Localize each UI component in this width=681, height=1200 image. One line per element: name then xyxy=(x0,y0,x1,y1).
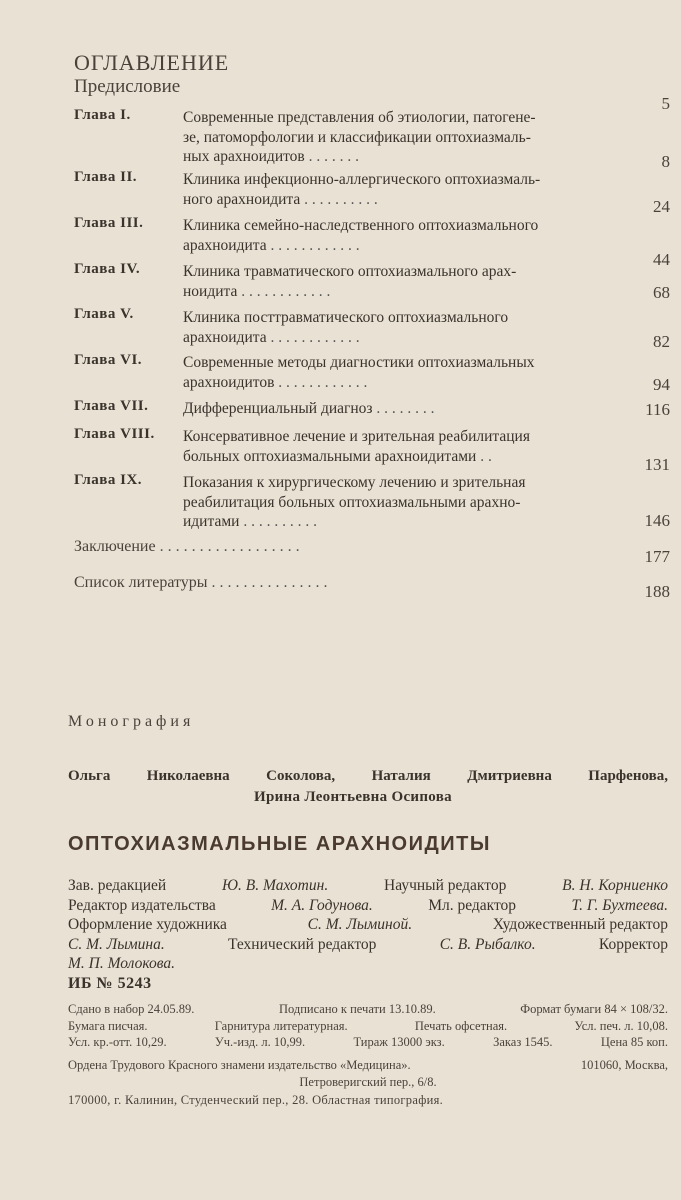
chapter-9-line: реабилитация больных оптохиазмальными арахно- xyxy=(183,493,521,511)
chapter-2-page: 24 xyxy=(653,197,670,216)
publisher-info xyxy=(68,1057,668,1090)
chapter-2-title xyxy=(183,170,615,209)
editorial-credits xyxy=(68,876,668,974)
chapter-7-line: Дифференциальный диагноз . . . . . . . . xyxy=(183,400,435,417)
chapter-9-label: Глава IX. xyxy=(74,472,143,488)
chapter-5-line: Клиника посттравматического оптохиазмального xyxy=(183,309,509,326)
publisher-line: Петроверигский пер., 6/8. xyxy=(299,1074,437,1089)
credits-line: Оформление художника С. М. Лыминой. Художественный редактор xyxy=(68,916,668,933)
chapter-2-line: ного арахноидита . . . . . . . . . . xyxy=(183,190,378,208)
book-title: ОПТОХИАЗМАЛЬНЫЕ АРАХНОИДИТЫ xyxy=(68,833,491,855)
chapter-8-label: Глава VIII. xyxy=(74,426,155,442)
toc-references: Список литературы . . . . . . . . . . . . . . . xyxy=(74,574,328,591)
chapter-1-line: Современные представления об этиологии, патогене- xyxy=(183,109,536,126)
toc-references-page: 188 xyxy=(644,582,670,601)
chapter-1-title xyxy=(183,108,615,167)
chapter-3-line: арахноидита . . . . . . . . . . . . xyxy=(183,236,360,254)
toc-title: ОГЛАВЛЕНИЕ xyxy=(74,50,230,75)
chapter-8-title xyxy=(183,427,615,466)
chapter-1-line: зе, патоморфологии и классификации оптохиазмаль- xyxy=(183,128,531,146)
print-details xyxy=(68,1001,668,1051)
chapter-6-line: арахноидитов . . . . . . . . . . . . xyxy=(183,373,368,391)
toc-conclusion-label: Заключение xyxy=(74,538,156,555)
print-line: Бумага писчая. Гарнитура литературная. Печать офсетная. Усл. печ. л. 10,08. xyxy=(68,1018,668,1033)
chapter-6-line: Современные методы диагностики оптохиазмальных xyxy=(183,354,535,371)
chapter-9-line: Показания к хирургическому лечению и зрительная xyxy=(183,474,526,491)
toc-preface-page: 5 xyxy=(661,94,670,113)
chapter-2-label: Глава II. xyxy=(74,169,138,185)
chapter-3-title xyxy=(183,216,615,255)
chapter-4-title xyxy=(183,262,615,301)
chapter-5-title xyxy=(183,308,615,347)
chapter-5-line: арахноидита . . . . . . . . . . . . xyxy=(183,328,360,346)
chapter-8-line: Консервативное лечение и зрительная реабилитация xyxy=(183,428,530,445)
chapter-1-page: 8 xyxy=(661,152,670,171)
chapter-5-label: Глава V. xyxy=(74,306,134,322)
chapter-3-page: 44 xyxy=(653,250,670,269)
author-word: Наталия xyxy=(371,768,431,784)
chapter-1-line: ных арахноидитов . . . . . . . xyxy=(183,148,360,165)
authors-line-1 xyxy=(68,768,668,785)
chapter-3-line: Клиника семейно-наследственного оптохиазмального xyxy=(183,217,539,234)
credits-line: С. М. Лымина. Технический редактор С. В. Рыбалко. Корректор xyxy=(68,935,668,953)
chapter-4-line: ноидита . . . . . . . . . . . . xyxy=(183,282,331,300)
credits-line: Редактор издательства М. А. Годунова. Мл. редактор Т. Г. Бухтеева. xyxy=(68,896,668,914)
chapter-5-page: 82 xyxy=(653,332,670,351)
author-word: Дмитриевна xyxy=(467,768,552,784)
toc-preface-label: Предисловие xyxy=(74,76,181,97)
chapter-2-line: Клиника инфекционно-аллергического оптохиазмаль- xyxy=(183,171,541,188)
printer-info: 170000, г. Калинин, Студенческий пер., 28. Областная типография. xyxy=(68,1093,444,1107)
chapter-9-page: 146 xyxy=(644,511,670,530)
toc-preface xyxy=(74,76,180,98)
credits-line: М. П. Молокова. xyxy=(68,955,176,972)
chapter-7-page: 116 xyxy=(645,400,670,419)
chapter-1-label: Глава I. xyxy=(74,107,131,123)
chapter-3-label: Глава III. xyxy=(74,215,144,231)
chapter-6-page: 94 xyxy=(653,375,670,394)
chapter-4-label: Глава IV. xyxy=(74,261,141,277)
chapter-4-page: 68 xyxy=(653,283,670,302)
toc-conclusion: Заключение . . . . . . . . . . . . . . . . . . xyxy=(74,538,300,555)
publisher-line: Ордена Трудового Красного знамени издательство «Медицина». 101060, Москва, xyxy=(68,1058,668,1072)
chapter-7-label: Глава VII. xyxy=(74,398,149,414)
author-word: Ольга xyxy=(68,768,111,784)
author-word: Николаевна xyxy=(146,768,230,784)
print-line: Сдано в набор 24.05.89. Подписано к печати 13.10.89. Формат бумаги 84 × 108/32. xyxy=(68,1002,668,1016)
chapter-8-page: 131 xyxy=(644,455,670,474)
author-word: Соколова, xyxy=(266,768,336,784)
chapter-8-line: больных оптохиазмальными арахноидитами . . xyxy=(183,447,492,465)
chapter-9-line: идитами . . . . . . . . . . xyxy=(183,513,317,530)
chapter-4-line: Клиника травматического оптохиазмального арах- xyxy=(183,263,517,280)
chapter-7-title xyxy=(183,399,615,419)
credits-line: Зав. редакцией Ю. В. Махотин. Научный редактор В. Н. Корниенко xyxy=(68,877,668,894)
publication-type: Монография xyxy=(68,713,195,730)
chapter-6-title xyxy=(183,353,615,392)
author-word: Парфенова, xyxy=(588,768,668,784)
ib-number: ИБ № 5243 xyxy=(68,975,152,992)
chapter-9-title xyxy=(183,473,615,532)
toc-conclusion-page: 177 xyxy=(644,547,670,566)
authors-line-2: Ирина Леонтьевна Осипова xyxy=(254,789,452,805)
chapter-6-label: Глава VI. xyxy=(74,352,143,368)
print-line: Усл. кр.-отт. 10,29. Уч.-изд. л. 10,99. Тираж 13000 экз. Заказ 1545. Цена 85 коп. xyxy=(68,1035,668,1049)
toc-references-label: Список литературы xyxy=(74,574,208,591)
